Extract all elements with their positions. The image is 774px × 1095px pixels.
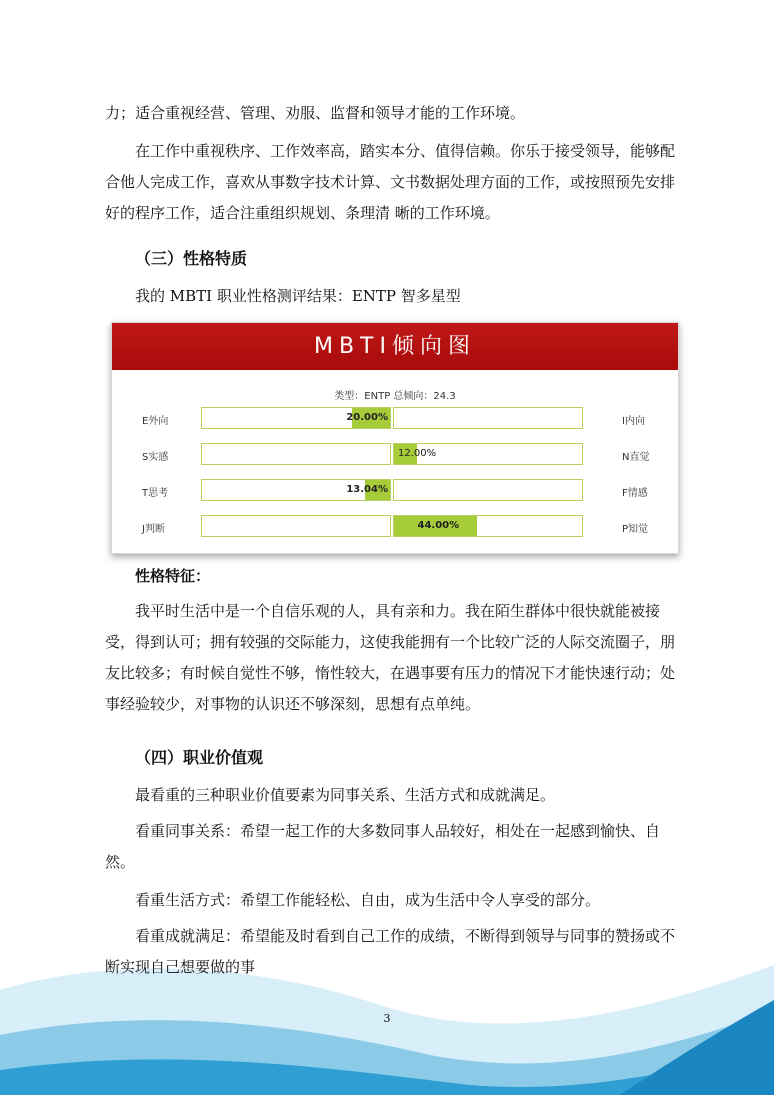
row-right-label: P知觉: [622, 524, 649, 535]
right-bar-track: [393, 479, 583, 501]
left-bar-track: [201, 479, 391, 501]
bar-value-label: 13.04%: [346, 484, 388, 495]
traits-title: 性格特征：: [135, 567, 211, 585]
paragraph-3: 我平时生活中是一个自信乐观的人，具有亲和力。我在陌生群体中很快就能被接受，得到认可；拥有较强的交际能力，这使我能拥有一个比较广泛的人际交流圈子，朋友比较多；有时候自觉性不够，惰性较大，在遇事要有压力的情况下才能快速行动；处事经验较少，对事物的认识还不够深刻，思想有点单纯。: [105, 602, 676, 713]
right-bar-track: [393, 515, 583, 537]
row-left-label: T思考: [142, 488, 169, 499]
left-bar-track: [201, 407, 391, 429]
right-bar-track: [393, 443, 583, 465]
row-right-label: F情感: [622, 488, 648, 499]
paragraph-5: 看重同事关系：希望一起工作的大多数同事人品较好，相处在一起感到愉快、自然。: [105, 822, 661, 871]
bar-value-label: 20.00%: [346, 412, 388, 423]
paragraph-6: 看重生活方式：希望工作能轻松、自由，成为生活中令人享受的部分。: [135, 891, 601, 909]
section-heading-4: （四）职业价值观: [135, 748, 264, 767]
mbti-chart: [111, 322, 679, 554]
row-right-label: N直觉: [622, 452, 650, 463]
left-bar-track: [201, 443, 391, 465]
left-bar-track: [201, 515, 391, 537]
section-heading-3: （三）性格特质: [135, 249, 248, 268]
row-left-label: E外向: [142, 416, 169, 427]
paragraph-4: 最看重的三种职业价值要素为同事关系、生活方式和成就满足。: [135, 786, 556, 804]
chart-title: MBTI倾向图: [112, 323, 678, 370]
chart-subtitle: 类型：ENTP 总倾向：24.3: [334, 391, 456, 402]
row-right-label: I内向: [622, 416, 645, 427]
paragraph-2: 在工作中重视秩序、工作效率高，踏实本分、值得信赖。你乐于接受领导，能够配合他人完成工作，喜欢从事数字技术计算、文书数据处理方面的工作，或按照预先安排好的程序工作，适合注重组织规划、条理清 晰的工作环境。: [105, 142, 676, 222]
page-number: 3: [383, 1012, 391, 1025]
right-bar-track: [393, 407, 583, 429]
row-left-label: J判断: [142, 524, 165, 535]
mbti-result-line: 我的 MBTI 职业性格测评结果：ENTP 智多星型: [135, 287, 461, 305]
bar-value-label: 12.00%: [398, 448, 437, 459]
row-left-label: S实感: [142, 452, 169, 463]
bar-value-label: 44.00%: [417, 520, 460, 531]
paragraph-7: 看重成就满足：希望能及时看到自己工作的成绩，不断得到领导与同事的赞扬或不断实现自己想要做的事: [105, 927, 676, 976]
paragraph-1: 力；适合重视经营、管理、劝服、监督和领导才能的工作环境。: [105, 104, 526, 122]
